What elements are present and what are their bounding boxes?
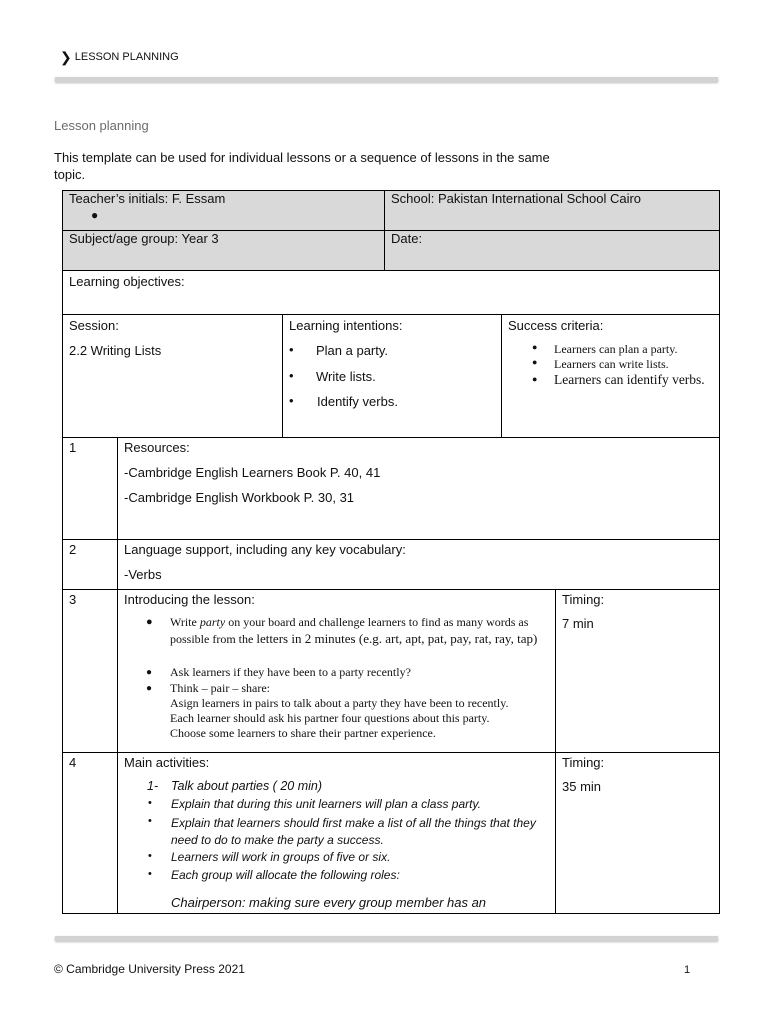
intention-item: Write lists. bbox=[316, 369, 376, 384]
numbered-marker: 1- bbox=[147, 779, 159, 793]
resources-cell bbox=[117, 437, 720, 540]
school-name: School: Pakistan International School Cairo bbox=[391, 191, 642, 206]
activity-bullet: • bbox=[148, 868, 152, 880]
intention-item: Identify verbs. bbox=[317, 394, 398, 409]
running-header-label: LESSON PLANNING bbox=[74, 51, 179, 63]
bullet-text: Write bbox=[170, 615, 200, 629]
resource-line: -Cambridge English Learners Book P. 40, 41 bbox=[124, 465, 381, 480]
running-header bbox=[60, 50, 179, 64]
activity-bullet: • bbox=[148, 815, 152, 827]
criteria-item: Learners can write lists. bbox=[554, 357, 669, 371]
row-number-cell bbox=[62, 437, 118, 540]
timing-value: 35 min bbox=[562, 779, 602, 794]
page-title: Lesson planning bbox=[54, 118, 149, 133]
resources-heading: Resources: bbox=[124, 440, 190, 455]
criteria-label: Success criteria: bbox=[508, 318, 604, 333]
date-label: Date: bbox=[391, 231, 423, 246]
session-value: 2.2 Writing Lists bbox=[69, 343, 162, 358]
intro-bullet-text: Think – pair – share: bbox=[170, 681, 270, 695]
bullet-text: letters in 2 minutes (e.g. art, apt, pat, pay, rat, ray, tap) bbox=[256, 630, 538, 646]
main-activities-heading: Main activities: bbox=[124, 755, 210, 770]
language-support-heading: Language support, including any key vocabulary: bbox=[124, 542, 406, 557]
copyright: © Cambridge University Press 2021 bbox=[54, 962, 245, 976]
intention-bullet: • bbox=[289, 393, 294, 408]
subject-cell bbox=[62, 230, 385, 271]
criteria-bullet: ● bbox=[532, 342, 538, 352]
intro-bullet-text: Each learner should ask his partner four questions about this party. bbox=[170, 711, 490, 725]
row-number-cell bbox=[62, 539, 118, 590]
header-divider bbox=[55, 77, 718, 82]
activity-bullet: • bbox=[148, 850, 152, 862]
criteria-cell bbox=[501, 314, 720, 438]
chevron-right-icon: ❯ bbox=[60, 49, 72, 65]
intro-bullet-text bbox=[170, 615, 550, 647]
intentions-label: Learning intentions: bbox=[289, 318, 403, 333]
bullet-text: on your board and challenge learners to find as many words as possible from the bbox=[170, 615, 529, 646]
date-cell bbox=[384, 230, 720, 271]
intro-bullet: ● bbox=[146, 616, 153, 628]
timing-label: Timing: bbox=[562, 592, 605, 607]
subject-group: Subject/age group: Year 3 bbox=[69, 231, 219, 246]
numbered-item: Talk about parties ( 20 min) bbox=[171, 779, 323, 793]
intentions-cell bbox=[282, 314, 502, 438]
intention-bullet: • bbox=[289, 342, 294, 357]
row-number: 1 bbox=[69, 440, 77, 455]
objectives-cell bbox=[62, 270, 720, 315]
teacher-initials: Teacher’s initials: F. Essam bbox=[69, 191, 226, 206]
intro-bullet-text: Ask learners if they have been to a party recently? bbox=[170, 665, 411, 679]
intro-bullet-text: Asign learners in pairs to talk about a party they have been to recently. bbox=[170, 696, 509, 710]
criteria-bullet: ● bbox=[532, 374, 538, 384]
resource-line: -Cambridge English Workbook P. 30, 31 bbox=[124, 490, 355, 505]
criteria-item: Learners can plan a party. bbox=[554, 342, 678, 356]
language-support-line: -Verbs bbox=[124, 567, 162, 582]
activity-bullet: • bbox=[148, 797, 152, 809]
empty-bullet: ● bbox=[91, 208, 99, 222]
session-cell bbox=[62, 314, 283, 438]
timing-cell bbox=[555, 752, 720, 914]
activity-cut-line: Chairperson: making sure every group member has an bbox=[171, 895, 487, 910]
timing-label: Timing: bbox=[562, 755, 605, 770]
intention-item: Plan a party. bbox=[316, 343, 389, 358]
language-support-cell bbox=[117, 539, 720, 590]
intro-bullet-text: Choose some learners to share their partner experience. bbox=[170, 726, 436, 740]
intro-bullet: ● bbox=[146, 667, 153, 678]
activity-item: Each group will allocate the following roles: bbox=[171, 868, 400, 882]
intro-lesson-heading: Introducing the lesson: bbox=[124, 592, 255, 607]
activity-item: Explain that learners should first make a list of all the things that they need to do to make the party a success. bbox=[171, 816, 536, 847]
timing-value: 7 min bbox=[562, 616, 594, 631]
teacher-cell bbox=[62, 190, 385, 231]
row-number-cell bbox=[62, 589, 118, 753]
activity-item: Learners will work in groups of five or six. bbox=[171, 850, 391, 864]
row-number-cell bbox=[62, 752, 118, 914]
criteria-item: Learners can identify verbs. bbox=[554, 372, 705, 387]
intro-lesson-cell bbox=[117, 589, 556, 753]
row-number: 3 bbox=[69, 592, 77, 607]
footer-divider bbox=[55, 936, 718, 941]
intro-text: This template can be used for individual lessons or a sequence of lessons in the same topic. bbox=[54, 150, 550, 182]
activity-item: Explain that during this unit learners will plan a class party. bbox=[171, 797, 481, 811]
session-label: Session: bbox=[69, 318, 119, 333]
row-number: 2 bbox=[69, 542, 77, 557]
intro-bullet: ● bbox=[146, 683, 153, 694]
intention-bullet: • bbox=[289, 368, 294, 383]
page-number: 1 bbox=[684, 964, 691, 976]
timing-cell bbox=[555, 589, 720, 753]
row-number: 4 bbox=[69, 755, 77, 770]
criteria-bullet: ● bbox=[532, 357, 538, 367]
school-cell bbox=[384, 190, 720, 231]
main-activities-cell bbox=[117, 752, 556, 914]
objectives-label: Learning objectives: bbox=[69, 274, 185, 289]
bullet-italic: party bbox=[199, 615, 226, 629]
